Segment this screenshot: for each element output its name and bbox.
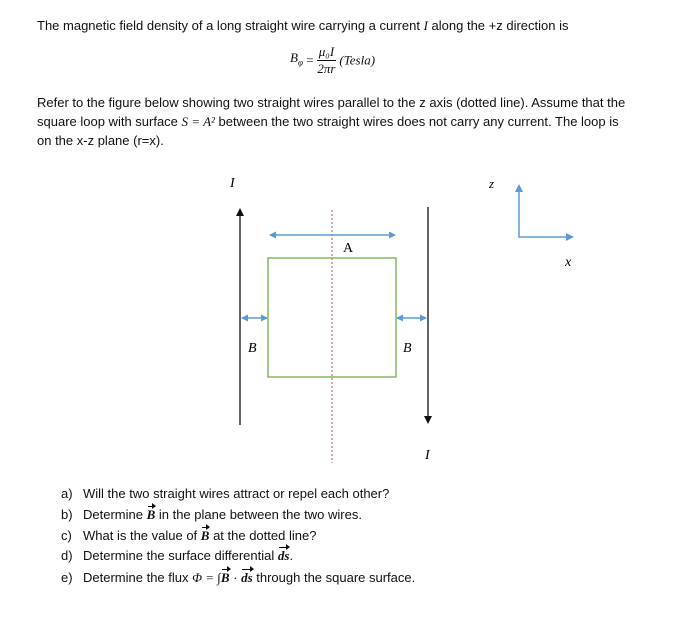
question-e-letter: e)	[61, 570, 73, 585]
vector-ds-symbol: ds	[277, 548, 290, 563]
intro-text-end: along the +z direction is	[427, 18, 569, 33]
vector-b-symbol: B	[200, 528, 210, 543]
question-d: d) Determine the surface differential ds.	[61, 548, 294, 563]
right-field-label: B	[403, 341, 412, 356]
left-current-label: I	[230, 176, 235, 191]
paragraph-line-3: on the x-z plane (r=x).	[37, 133, 164, 148]
question-d-letter: d)	[61, 548, 73, 563]
paragraph-line-2-start: square loop with surface	[37, 114, 182, 129]
equation-lhs: $B_\varphi$	[290, 50, 303, 68]
z-axis-arrowhead	[515, 184, 523, 192]
question-a-letter: a)	[61, 486, 73, 501]
vector-b-symbol: B	[146, 507, 156, 522]
flux-integral: Φ = ∫	[192, 570, 221, 585]
question-b-letter: b)	[61, 507, 73, 522]
question-a-text: Will the two straight wires attract or repel each other?	[83, 486, 390, 501]
x-axis-arrowhead	[566, 233, 574, 241]
equation-unit: (Tesla)	[339, 52, 376, 68]
intro-text-start: The magnetic field density of a long straight wire carrying a current	[37, 18, 424, 33]
x-axis-label: x	[565, 255, 572, 270]
question-c: c) What is the value of B at the dotted line?	[61, 528, 317, 543]
question-e: e) Determine the flux Φ = ∫B · ds through the square surface.	[61, 570, 416, 585]
right-current-label: I	[425, 448, 430, 463]
equation-equals: =	[306, 52, 314, 68]
question-a	[61, 484, 389, 503]
current-symbol: I	[423, 18, 428, 33]
left-field-label: B	[248, 341, 257, 356]
paragraph-line-2-end: between the two straight wires does not carry any current. The loop is	[214, 114, 619, 129]
vector-ds-symbol: ds	[241, 570, 253, 585]
equation-numerator: μ₀I	[318, 44, 335, 59]
vector-b-symbol: B	[220, 570, 230, 585]
question-c-letter: c)	[61, 528, 72, 543]
paragraph-line-1: Refer to the figure below showing two straight wires parallel to the z axis (dotted line). Assume that the	[37, 95, 626, 110]
surface-formula: S = A²	[181, 114, 215, 129]
coordinate-axes	[519, 190, 568, 237]
z-axis-label: z	[489, 176, 495, 191]
equation-denominator: 2πr	[317, 61, 336, 76]
side-length-label: A	[343, 241, 354, 256]
question-b: b) Determine B in the plane between the two wires.	[61, 507, 362, 522]
